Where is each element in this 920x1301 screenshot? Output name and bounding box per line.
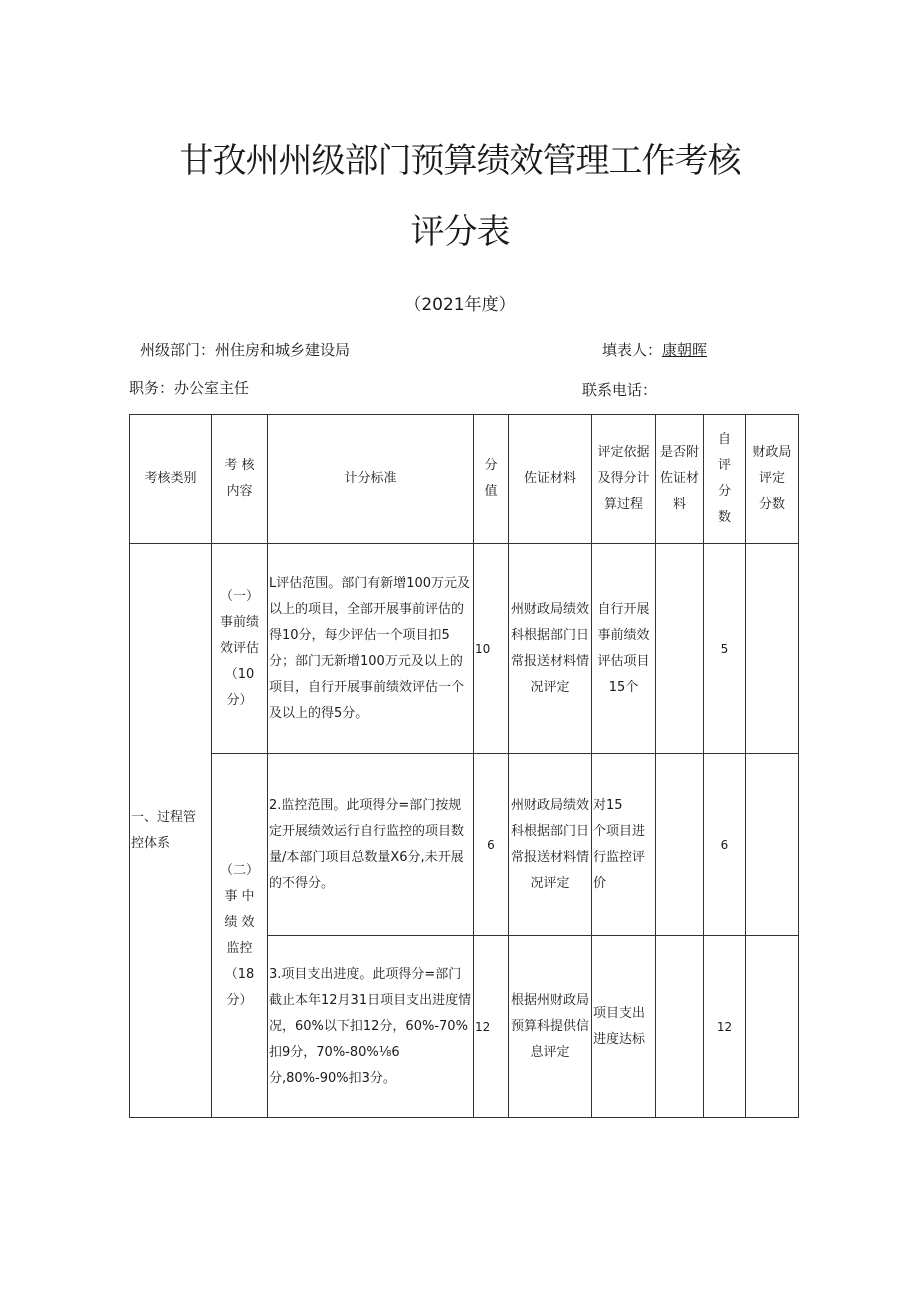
- standard-cell: 3.项目支出进度。此项得分=部门截止本年12月31日项目支出进度情况，60%以下扣12分，60%-70%扣9分，70%-80%⅛6分,80%-90%扣3分。: [268, 936, 474, 1118]
- finance-score-cell: [746, 754, 799, 936]
- attached-cell: [656, 544, 704, 754]
- header-basis: 评定依据 及得分计 算过程: [592, 415, 656, 544]
- attached-cell: [656, 754, 704, 936]
- finance-score-cell: [746, 936, 799, 1118]
- score-cell: 12: [474, 936, 509, 1118]
- finance-score-cell: [746, 544, 799, 754]
- header-score: 分 值: [474, 415, 509, 544]
- table-row: [130, 544, 799, 754]
- header-standard: 计分标准: [268, 415, 474, 544]
- header-evidence: 佐证材料: [509, 415, 592, 544]
- standard-cell: 2.监控范围。此项得分=部门按规定开展绩效运行自行监控的项目数量/本部门项目总数量X6分,未开展的不得分。: [268, 754, 474, 936]
- position-value: 办公室主任: [174, 379, 250, 397]
- evidence-cell: 根据州财政局预算科提供信息评定: [509, 936, 592, 1118]
- table-row: [130, 754, 799, 936]
- self-score-cell: 5: [704, 544, 746, 754]
- position-label: 职务：: [129, 379, 175, 397]
- content-cell: （二） 事 中 绩 效 监控 （18 分）: [212, 754, 268, 1118]
- year-label: （2021年度）: [404, 295, 516, 315]
- header-category: 考核类别: [130, 415, 212, 544]
- doc-title-line2: 评分表: [410, 212, 510, 252]
- header-finance-score: 财政局 评定 分数: [746, 415, 799, 544]
- position-info: [129, 377, 249, 398]
- standard-cell: L评估范围。部门有新增100万元及以上的项目，全部开展事前评估的得10分，每少评估一个项目扣5分；部门无新增100万元及以上的项目，自行开展事前绩效评估一个及以上的得5分。: [268, 544, 474, 754]
- score-table: [129, 414, 799, 1118]
- filler-value: 康朝晖: [662, 341, 708, 359]
- basis-cell: 项目支出进度达标: [592, 936, 656, 1118]
- evidence-cell: 州财政局绩效科根据部门日常报送材料情况评定: [509, 754, 592, 936]
- evidence-cell: 州财政局绩效科根据部门日常报送材料情况评定: [509, 544, 592, 754]
- phone-label: 联系电话：: [582, 381, 658, 399]
- filler-label: 填表人：: [602, 341, 663, 359]
- header-content: 考 核 内容: [212, 415, 268, 544]
- dept-value: 州住房和城乡建设局: [215, 341, 351, 359]
- header-row: [130, 415, 799, 544]
- score-cell: 6: [474, 754, 509, 936]
- self-score-cell: 12: [704, 936, 746, 1118]
- basis-cell: 对15 个项目进行监控评价: [592, 754, 656, 936]
- category-cell: 一、过程管 控体系: [130, 544, 212, 1118]
- basis-cell: 自行开展事前绩效评估项目15个: [592, 544, 656, 754]
- header-attached: 是否附 佐证材 料: [656, 415, 704, 544]
- doc-title-line1: 甘孜州州级部门预算绩效管理工作考核: [179, 141, 741, 181]
- score-cell: 10: [474, 544, 509, 754]
- dept-label: 州级部门：: [140, 341, 216, 359]
- filler-info: [602, 339, 707, 360]
- content-cell: （一） 事前绩 效评估 （10 分）: [212, 544, 268, 754]
- phone-info: [582, 379, 657, 400]
- dept-info: [140, 339, 350, 360]
- header-self-score: 自 评 分 数: [704, 415, 746, 544]
- attached-cell: [656, 936, 704, 1118]
- self-score-cell: 6: [704, 754, 746, 936]
